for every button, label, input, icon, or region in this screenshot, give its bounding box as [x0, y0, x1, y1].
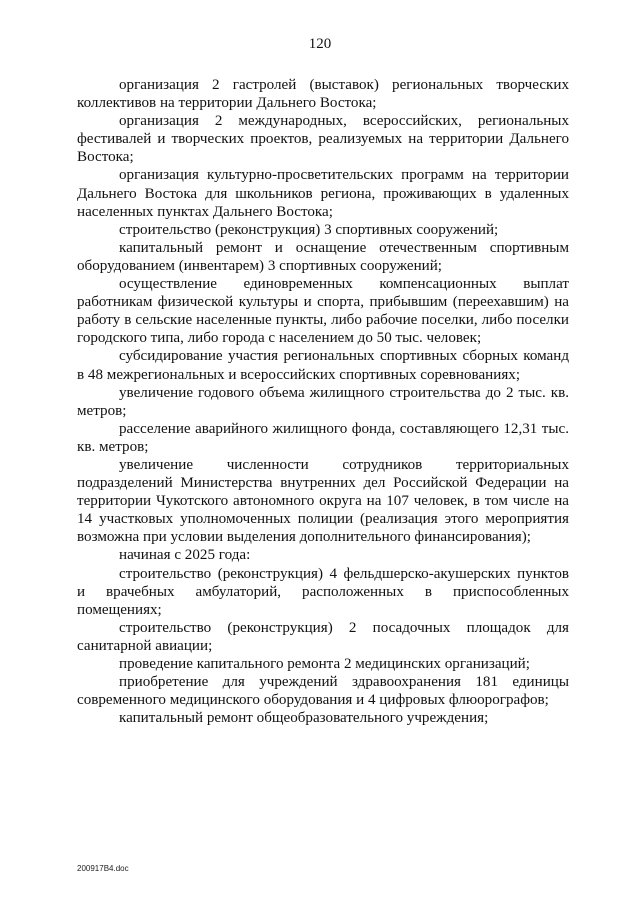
paragraph: строительство (реконструкция) 3 спортивных сооружений;: [119, 221, 499, 238]
paragraph: расселение аварийного жилищного фонда, составляющего 12,31 тыс. кв. метров;: [77, 420, 569, 455]
footer-file-code: 200917В4.doc: [77, 864, 129, 873]
paragraph: организация 2 гастролей (выставок) региональных творческих коллективов на территории Дальнего Востока;: [77, 77, 569, 112]
paragraph: увеличение численности сотрудников территориальных подразделений Министерства внутренних дел Российской Федерации на территории Чукотского автономного округа на 107 человек, в том числе на 14 участковых уполномоченных полиции (реализация этого мероприятия возможна при условии выделения дополнительного финансирования);: [77, 456, 569, 546]
paragraph: приобретение для учреждений здравоохранения 181 единицы современного медицинского оборудования и 4 цифровых флюорографов;: [77, 674, 569, 709]
paragraph: проведение капитального ремонта 2 медицинских организаций;: [119, 656, 530, 672]
paragraph: строительство (реконструкция) 2 посадочных площадок для санитарной авиации;: [77, 619, 569, 654]
paragraph: организация культурно-просветительских программ на территории Дальнего Востока для школьников региона, проживающих в удаленных населенных пунктах Дальнего Востока;: [77, 167, 569, 220]
paragraph: капитальный ремонт и оснащение отечественным спортивным оборудованием (инвентарем) 3 спортивных сооружений;: [77, 239, 569, 274]
document-body: [77, 76, 569, 727]
page-number: 120: [308, 36, 332, 52]
paragraph: субсидирование участия региональных спортивных сборных команд в 48 межрегиональных и всероссийских спортивных соревнованиях;: [77, 348, 569, 383]
paragraph: организация 2 международных, всероссийских, региональных фестивалей и творческих проектов, реализуемых на территории Дальнего Востока;: [77, 113, 569, 166]
paragraph: строительство (реконструкция) 4 фельдшерско-акушерских пунктов и врачебных амбулаторий, расположенных в приспособленных помещениях;: [77, 565, 569, 618]
paragraph: увеличение годового объема жилищного строительства до 2 тыс. кв. метров;: [77, 384, 569, 419]
paragraph: осуществление единовременных компенсационных выплат работникам физической культуры и спорта, прибывшим (переехавшим) на работу в сельские населенные пункты, либо рабочие поселки, либо поселки городского типа, либо города с населением до 50 тыс. человек;: [77, 276, 569, 347]
paragraph: начиная с 2025 года:: [119, 547, 251, 564]
paragraph: капитальный ремонт общеобразовательного учреждения;: [119, 710, 489, 727]
